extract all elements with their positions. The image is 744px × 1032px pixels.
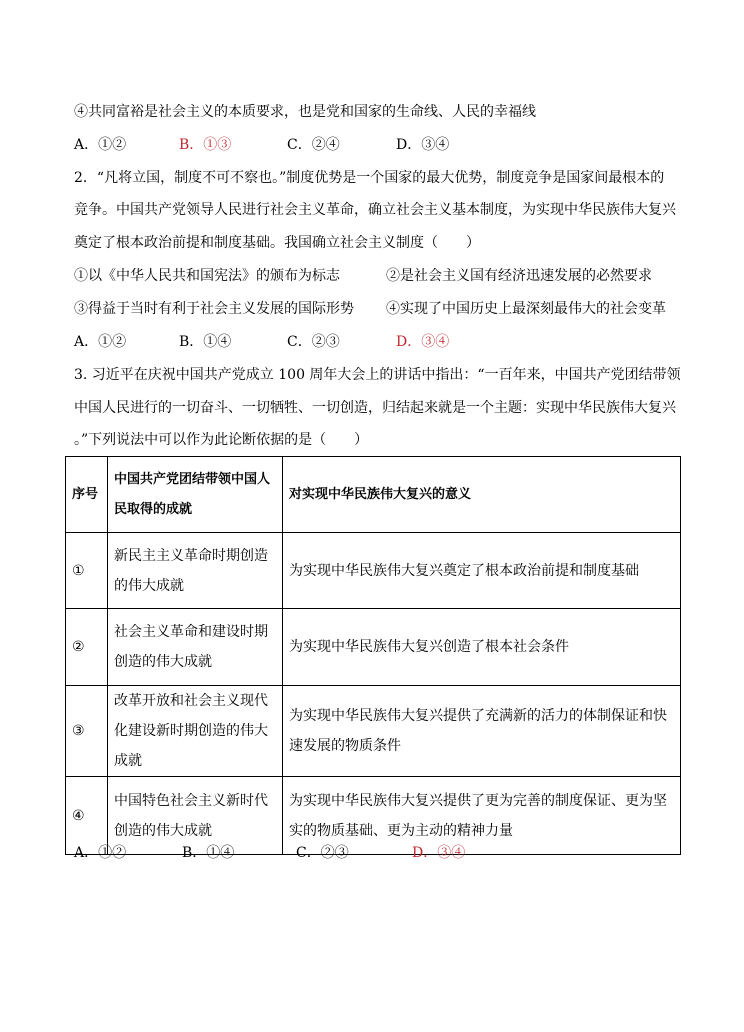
q1-item-4: ④共同富裕是社会主义的本质要求，也是党和国家的生命线、人民的幸福线 — [74, 104, 536, 120]
table-cell-achievement: 中国特色社会主义新时代创造的伟大成就 — [108, 777, 283, 855]
q2-option-c[interactable]: C．②③ — [287, 334, 340, 350]
q1-option-d[interactable]: D．③④ — [396, 137, 450, 153]
table-cell-achievement: 社会主义革命和建设时期创造的伟大成就 — [108, 609, 283, 686]
q2-item-4: ④实现了中国历史上最深刻最伟大的社会变革 — [386, 301, 666, 317]
table-row — [66, 533, 681, 609]
q2-options — [74, 332, 674, 352]
q2-option-d[interactable]: D．③④ — [396, 334, 450, 350]
q3-table — [65, 456, 681, 855]
table-cell-significance: 为实现中华民族伟大复兴奠定了根本政治前提和制度基础 — [283, 533, 681, 609]
q3-stem-line-2: 中国人民进行的一切奋斗、一切牺牲、一切创造，归结起来就是一个主题：实现中华民族伟大复兴 — [74, 400, 676, 416]
q3-option-c[interactable]: C．②③ — [296, 845, 349, 861]
q1-option-a[interactable]: A．①② — [74, 137, 127, 153]
table-row — [66, 686, 681, 777]
q2-option-b[interactable]: B．①④ — [179, 334, 232, 350]
q3-option-a[interactable]: A．①② — [74, 845, 127, 861]
table-row — [66, 609, 681, 686]
q2-items-row-1 — [74, 266, 674, 286]
q1-options — [74, 135, 674, 155]
table-header-row — [66, 457, 681, 533]
q3-stem-line-3: 。”下列说法中可以作为此论断依据的是（ ） — [74, 432, 369, 448]
q2-stem-line-1: 2．“凡将立国，制度不可不察也。”制度优势是一个国家的最大优势，制度竞争是国家间最根本的 — [74, 170, 665, 186]
q2-stem-line-2: 竞争。中国共产党领导人民进行社会主义革命，确立社会主义基本制度，为实现中华民族伟大复兴 — [74, 202, 676, 218]
q3-stem-line-1: 3. 习近平在庆祝中国共产党成立 100 周年大会上的讲话中指出：“一百年来，中国共产党团结带领 — [74, 367, 681, 383]
q3-options — [74, 843, 674, 863]
q2-item-3: ③得益于当时有利于社会主义发展的国际形势 — [74, 301, 354, 317]
table-cell-significance: 为实现中华民族伟大复兴提供了充满新的活力的体制保证和快速发展的物质条件 — [283, 686, 681, 777]
q1-option-b[interactable]: B．①③ — [179, 137, 232, 153]
table-header-significance: 对实现中华民族伟大复兴的意义 — [283, 457, 681, 533]
table-header-index: 序号 — [66, 457, 108, 533]
table-cell-significance: 为实现中华民族伟大复兴提供了更为完善的制度保证、更为坚实的物质基础、更为主动的精神力量 — [283, 777, 681, 855]
q1-option-c[interactable]: C．②④ — [287, 137, 340, 153]
q2-option-a[interactable]: A．①② — [74, 334, 127, 350]
table-cell-index: ① — [66, 533, 108, 609]
table-cell-achievement: 改革开放和社会主义现代化建设新时期创造的伟大成就 — [108, 686, 283, 777]
table-header-achievement: 中国共产党团结带领中国人民取得的成就 — [108, 457, 283, 533]
q2-stem-line-3: 奠定了根本政治前提和制度基础。我国确立社会主义制度（ ） — [74, 235, 480, 251]
q3-option-d[interactable]: D．③④ — [412, 845, 466, 861]
q2-item-1: ①以《中华人民共和国宪法》的颁布为标志 — [74, 268, 340, 284]
table-cell-index: ③ — [66, 686, 108, 777]
q2-items-row-2 — [74, 299, 674, 319]
q3-option-b[interactable]: B．①④ — [182, 845, 235, 861]
q2-item-2: ②是社会主义国有经济迅速发展的必然要求 — [386, 268, 652, 284]
table-cell-significance: 为实现中华民族伟大复兴创造了根本社会条件 — [283, 609, 681, 686]
table-cell-index: ② — [66, 609, 108, 686]
table-cell-achievement: 新民主主义革命时期创造的伟大成就 — [108, 533, 283, 609]
table-cell-index: ④ — [66, 777, 108, 855]
